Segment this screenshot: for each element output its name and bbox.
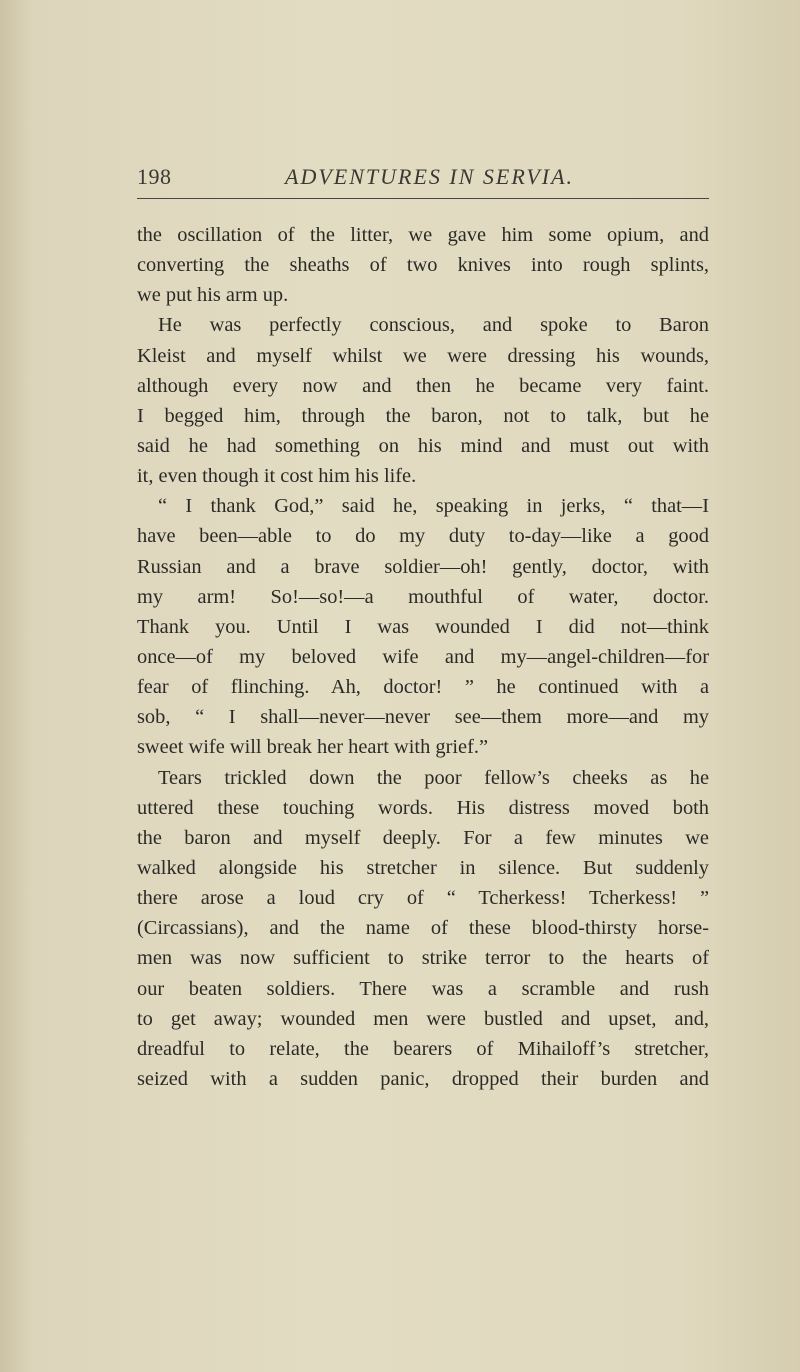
text-line: Kleist and myself whilst we were dressing his wounds,	[137, 344, 709, 367]
text-line: dreadful to relate, the bearers of Mihailoff’s stretcher,	[137, 1037, 709, 1060]
text-line: although every now and then he became very faint.	[137, 374, 709, 397]
page-header	[137, 160, 709, 200]
header-rule	[137, 198, 709, 199]
text-line: walked alongside his stretcher in silence. But suddenly	[137, 856, 709, 879]
text-line: once—of my beloved wife and my—angel-children—for	[137, 645, 709, 668]
text-line: sob, “ I shall—never—never see—them more—and my	[137, 706, 709, 729]
text-line: the baron and myself deeply. For a few minutes we	[137, 826, 709, 849]
text-line: my arm! So!—so!—a mouthful of water, doctor.	[137, 585, 709, 608]
text-line: fear of flinching. Ah, doctor! ” he continued with a	[137, 676, 709, 699]
text-line: to get away; wounded men were bustled and upset, and,	[137, 1007, 709, 1030]
text-line: the oscillation of the litter, we gave him some opium, and	[137, 224, 709, 246]
running-head: ADVENTURES IN SERVIA.	[285, 164, 575, 189]
text-line: said he had something on his mind and must out with	[137, 434, 709, 457]
body-text	[137, 220, 709, 1094]
text-line: have been—able to do my duty to-day—like a good	[137, 525, 709, 548]
text-line: (Circassians), and the name of these blood-thirsty horse-	[137, 917, 709, 940]
text-line: it, even though it cost him his life.	[137, 465, 417, 488]
text-line: men was now sufficient to strike terror to the hearts of	[137, 947, 709, 970]
text-line: He was perfectly conscious, and spoke to Baron	[158, 314, 709, 337]
text-line: seized with a sudden panic, dropped their burden and	[137, 1067, 709, 1090]
text-line: “ I thank God,” said he, speaking in jerks, “ that—I	[158, 495, 709, 518]
text-line: we put his arm up.	[137, 284, 289, 307]
text-line: Russian and a brave soldier—oh! gently, doctor, with	[137, 555, 709, 578]
text-line: sweet wife will break her heart with grief.”	[137, 736, 489, 759]
text-line: our beaten soldiers. There was a scramble and rush	[137, 977, 709, 1000]
text-line: Tears trickled down the poor fellow’s cheeks as he	[158, 766, 709, 789]
text-line: Thank you. Until I was wounded I did not—think	[137, 615, 709, 638]
text-line: there arose a loud cry of “ Tcherkess! Tcherkess! ”	[137, 887, 709, 910]
page-number: 198	[137, 164, 172, 189]
text-line: converting the sheaths of two knives into rough splints,	[137, 254, 709, 277]
text-line: I begged him, through the baron, not to talk, but he	[137, 404, 709, 427]
text-line: uttered these touching words. His distress moved both	[137, 796, 709, 819]
